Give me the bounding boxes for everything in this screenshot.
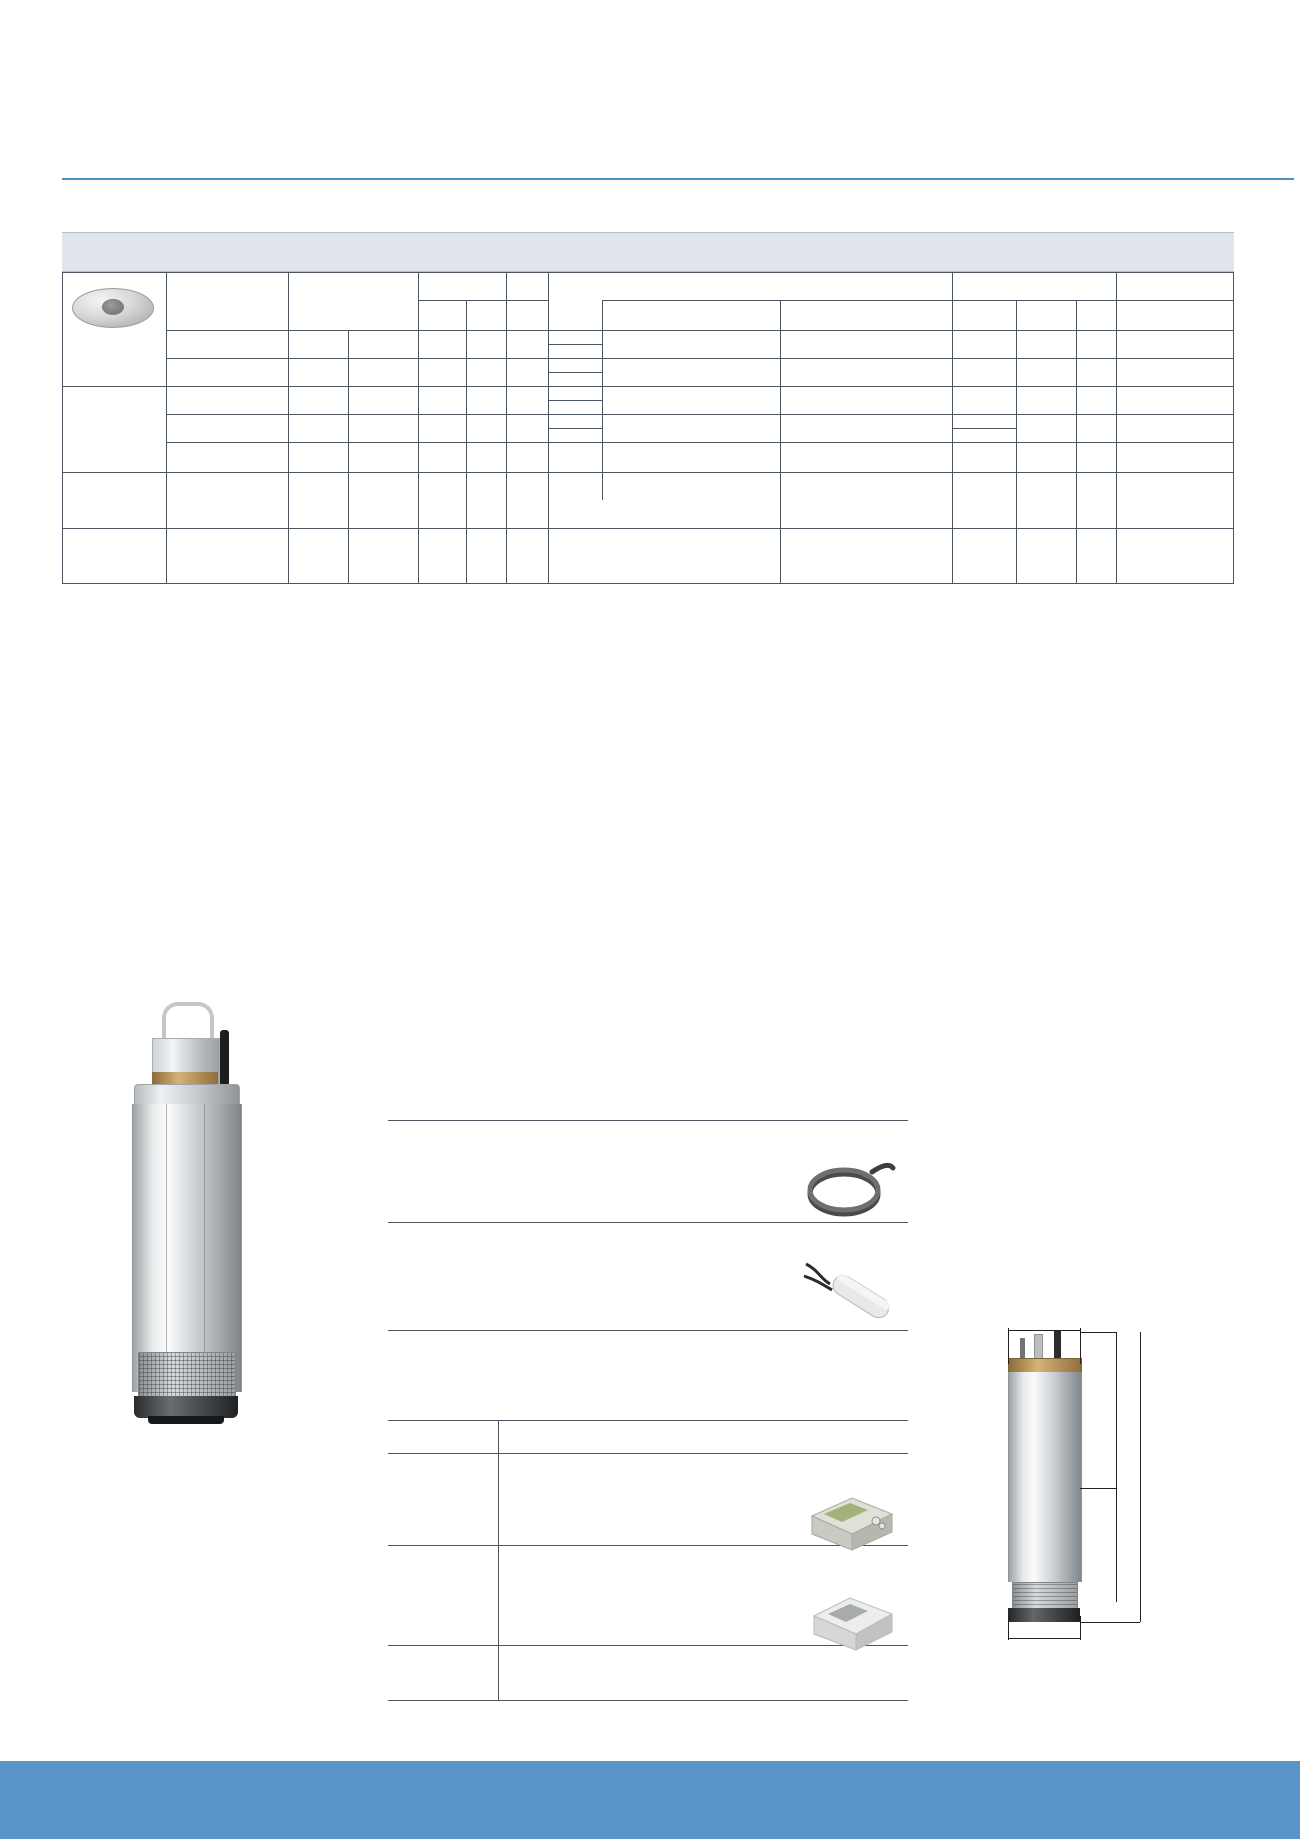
pump-seam-right [204,1104,205,1392]
pump-brass-ring [152,1072,218,1084]
spec-table-grid [62,272,1234,584]
pump-seam-left [166,1104,167,1392]
motor-intake-screen [1012,1582,1078,1610]
accessories-rule-4 [388,1420,908,1421]
accessories-rule-1 [388,1120,908,1121]
header-rule [62,178,1294,180]
pump-photo [108,1000,288,1440]
motor-base [1008,1608,1080,1622]
spec-table-header-band [62,232,1234,272]
coiled-cable-icon [800,1158,896,1220]
pump-shoulder [134,1084,240,1106]
motor-body [1008,1372,1082,1582]
pump-foot [148,1416,224,1424]
motor-lead [1054,1330,1061,1360]
options-rule-1 [388,1453,908,1454]
motor-dimension-drawing [990,1308,1230,1668]
motor-lead-secondary [1020,1338,1025,1360]
accessories-rule-2 [388,1222,908,1223]
footer-bar [0,1761,1300,1839]
pump-body [132,1104,242,1392]
options-rule-4 [388,1700,908,1701]
control-box-icon [806,1490,898,1556]
accessories-rule-3 [388,1330,908,1331]
pump-base [134,1396,238,1418]
options-column-divider [498,1420,499,1700]
capacitor-icon [800,1258,900,1324]
pump-intake-screen [138,1352,236,1398]
pump-power-cable [220,1030,229,1086]
enclosure-box-icon [806,1588,898,1658]
